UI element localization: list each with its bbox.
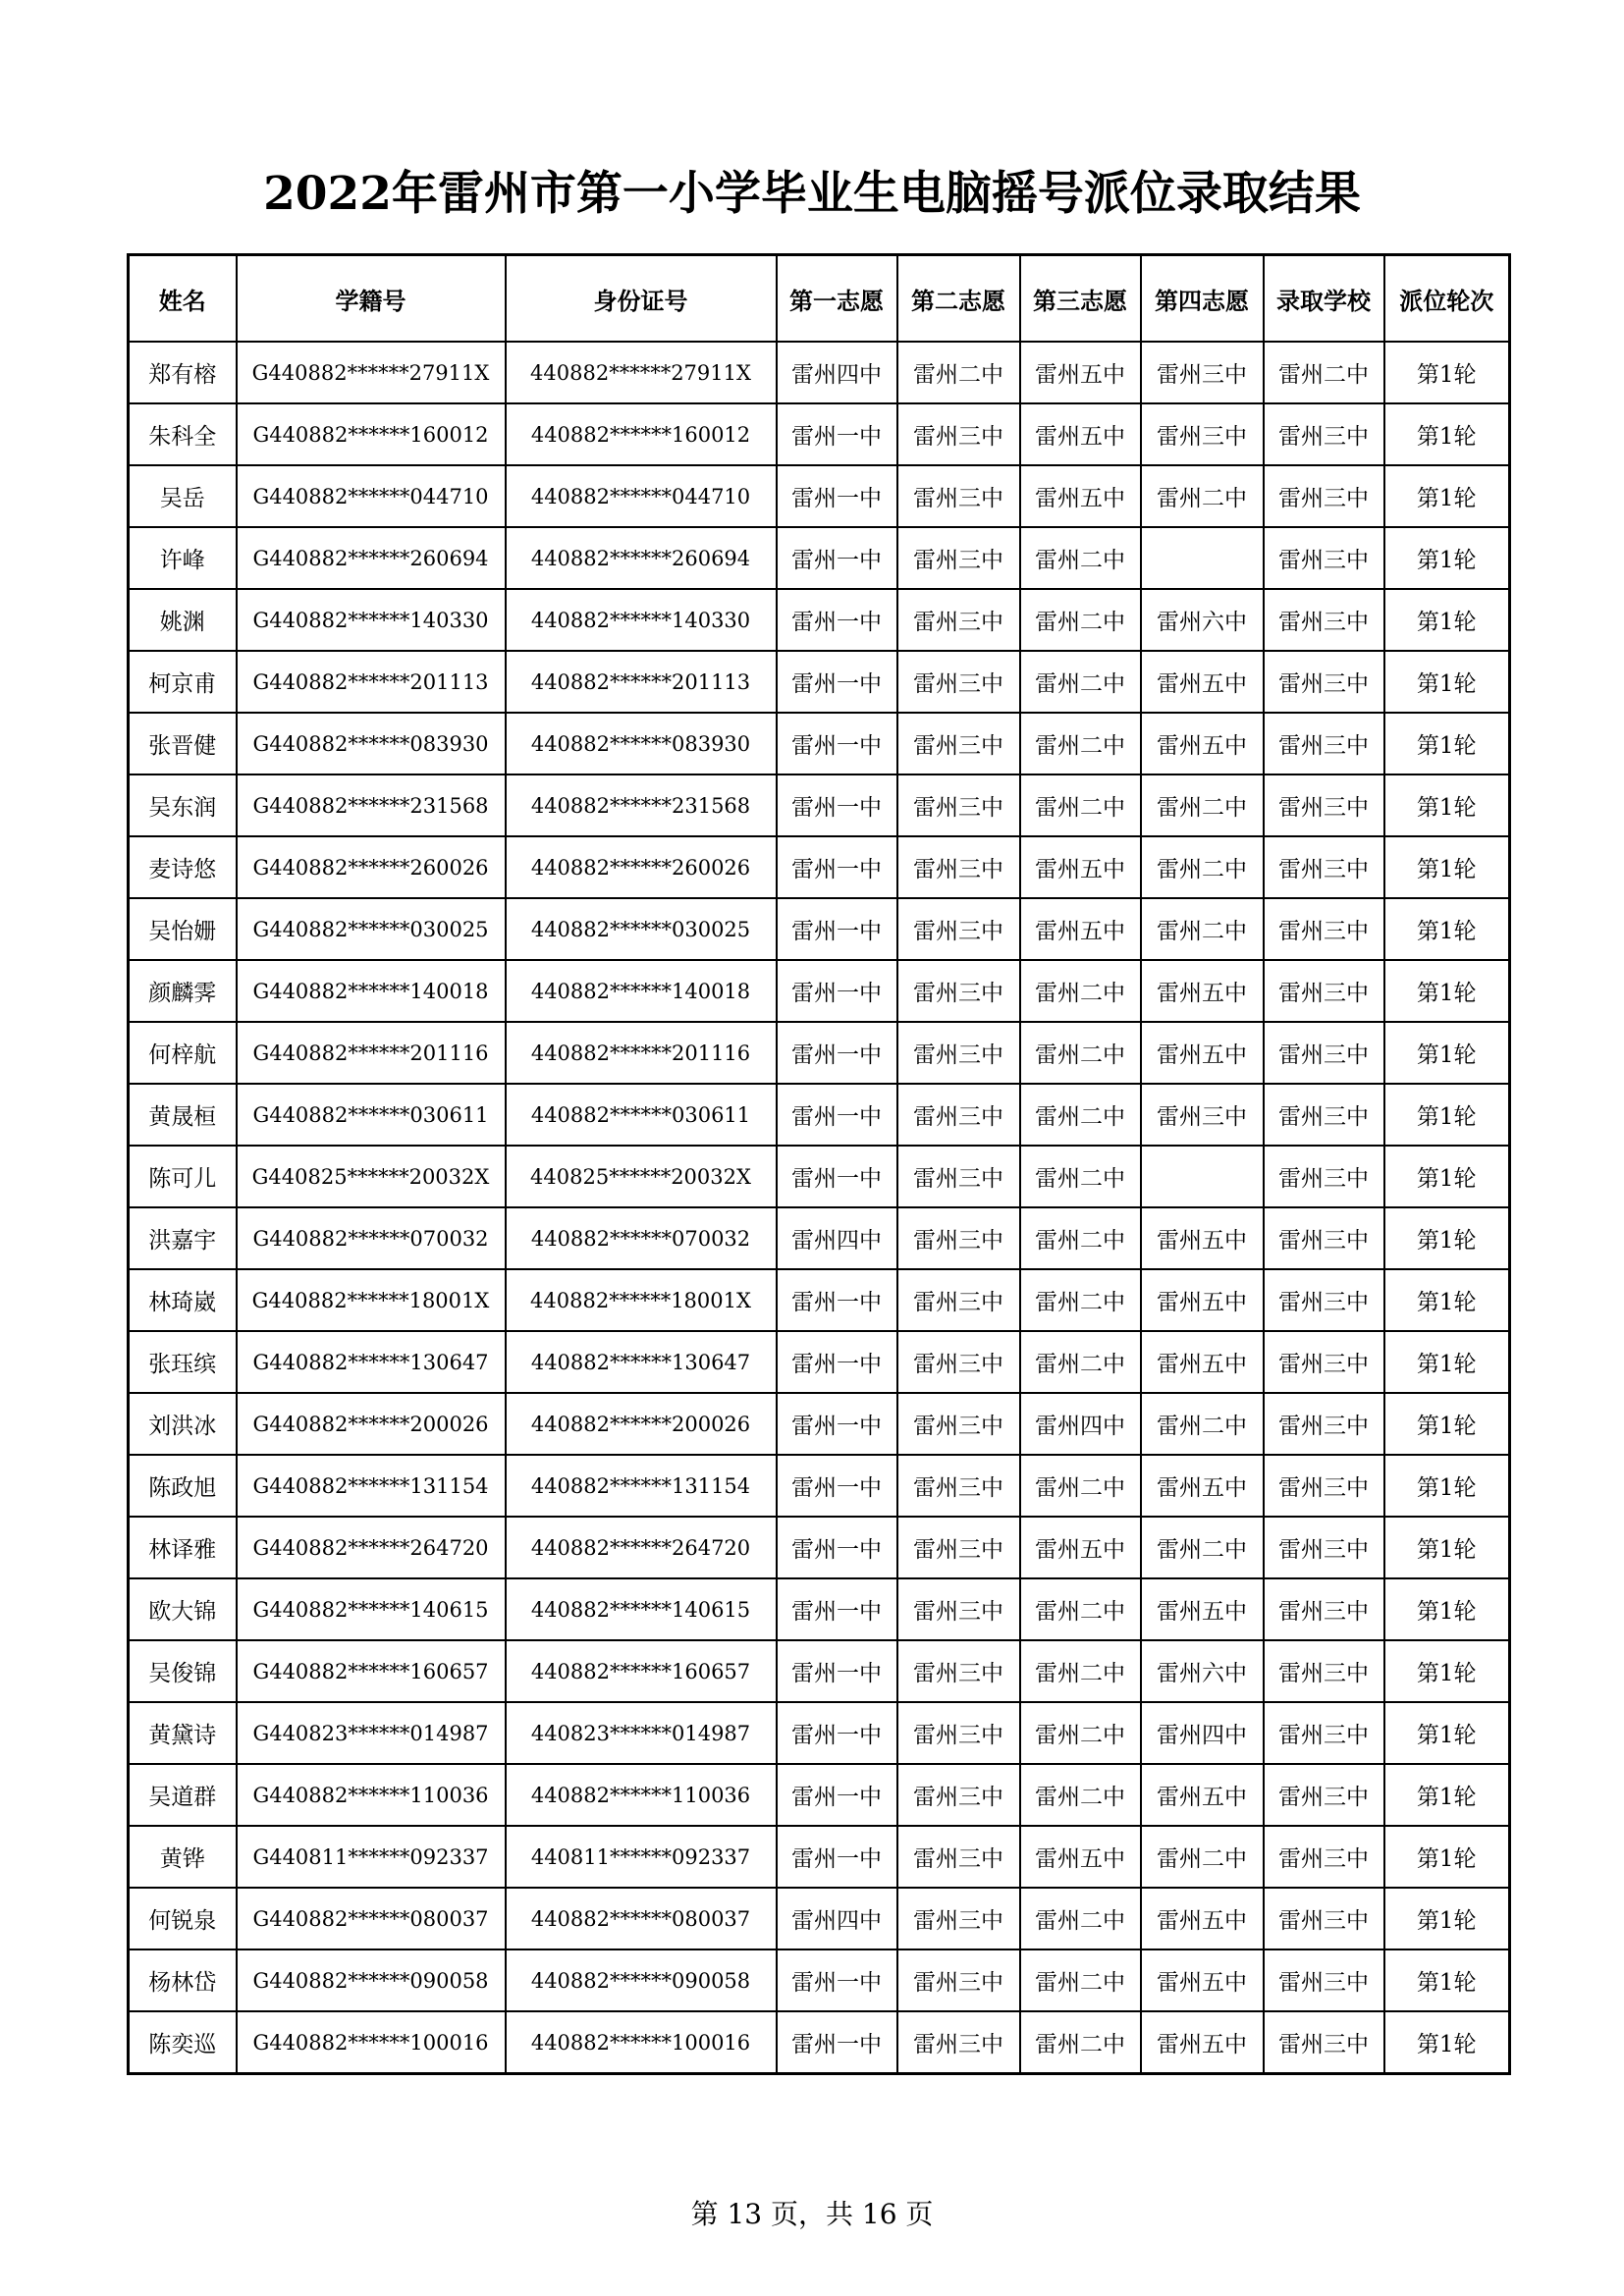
cell-choice-4: 雷州五中 — [1141, 1455, 1264, 1517]
cell-student-id: G440882******030611 — [237, 1084, 506, 1146]
cell-student-name: 吴岳 — [129, 465, 237, 527]
cell-student-name: 朱科全 — [129, 403, 237, 465]
cell-choice-1: 雷州一中 — [777, 1084, 897, 1146]
cell-choice-1: 雷州一中 — [777, 1826, 897, 1888]
cell-student-name: 林琦崴 — [129, 1269, 237, 1331]
cell-round: 第1轮 — [1384, 465, 1510, 527]
cell-id-card: 440882******201113 — [506, 651, 777, 713]
cell-admitted-school: 雷州三中 — [1264, 960, 1384, 1022]
cell-student-id: G440882******140330 — [237, 589, 506, 651]
cell-id-card: 440882******160657 — [506, 1640, 777, 1702]
table-row — [129, 527, 1510, 589]
cell-id-card: 440882******264720 — [506, 1517, 777, 1578]
cell-choice-4: 雷州三中 — [1141, 1084, 1264, 1146]
cell-choice-4: 雷州五中 — [1141, 960, 1264, 1022]
cell-choice-1: 雷州四中 — [777, 342, 897, 403]
cell-choice-4: 雷州六中 — [1141, 589, 1264, 651]
cell-student-id: G440882******231568 — [237, 774, 506, 836]
cell-id-card: 440882******030025 — [506, 898, 777, 960]
cell-choice-3: 雷州五中 — [1020, 898, 1141, 960]
cell-choice-3: 雷州五中 — [1020, 403, 1141, 465]
cell-admitted-school: 雷州三中 — [1264, 1146, 1384, 1207]
cell-id-card: 440882******260694 — [506, 527, 777, 589]
cell-choice-3: 雷州二中 — [1020, 1084, 1141, 1146]
cell-student-name: 麦诗悠 — [129, 836, 237, 898]
table-row — [129, 713, 1510, 774]
cell-round: 第1轮 — [1384, 1331, 1510, 1393]
cell-choice-1: 雷州一中 — [777, 960, 897, 1022]
cell-student-id: G440811******092337 — [237, 1826, 506, 1888]
cell-student-id: G440882******18001X — [237, 1269, 506, 1331]
cell-id-card: 440882******030611 — [506, 1084, 777, 1146]
cell-student-name: 吴道群 — [129, 1764, 237, 1826]
cell-choice-1: 雷州一中 — [777, 1269, 897, 1331]
cell-choice-2: 雷州三中 — [897, 527, 1020, 589]
cell-round: 第1轮 — [1384, 1517, 1510, 1578]
cell-choice-1: 雷州一中 — [777, 1146, 897, 1207]
cell-student-id: G440882******260694 — [237, 527, 506, 589]
cell-student-id: G440882******160012 — [237, 403, 506, 465]
cell-choice-2: 雷州三中 — [897, 1207, 1020, 1269]
cell-student-id: G440825******20032X — [237, 1146, 506, 1207]
cell-id-card: 440882******090058 — [506, 1949, 777, 2011]
header-name: 姓名 — [129, 255, 237, 343]
cell-choice-3: 雷州二中 — [1020, 1949, 1141, 2011]
cell-id-card: 440882******231568 — [506, 774, 777, 836]
cell-student-name: 黄黛诗 — [129, 1702, 237, 1764]
cell-student-id: G440882******100016 — [237, 2011, 506, 2074]
cell-choice-3: 雷州二中 — [1020, 1888, 1141, 1949]
cell-choice-1: 雷州一中 — [777, 1393, 897, 1455]
cell-choice-1: 雷州一中 — [777, 836, 897, 898]
table-row — [129, 898, 1510, 960]
cell-id-card: 440882******160012 — [506, 403, 777, 465]
cell-admitted-school: 雷州三中 — [1264, 1764, 1384, 1826]
cell-choice-4: 雷州五中 — [1141, 1269, 1264, 1331]
cell-id-card: 440882******110036 — [506, 1764, 777, 1826]
table-row — [129, 651, 1510, 713]
cell-choice-2: 雷州三中 — [897, 774, 1020, 836]
cell-choice-4: 雷州二中 — [1141, 774, 1264, 836]
cell-choice-4: 雷州五中 — [1141, 1331, 1264, 1393]
cell-choice-2: 雷州三中 — [897, 1455, 1020, 1517]
cell-student-name: 杨林岱 — [129, 1949, 237, 2011]
cell-student-id: G440882******080037 — [237, 1888, 506, 1949]
cell-student-name: 姚渊 — [129, 589, 237, 651]
cell-round: 第1轮 — [1384, 1393, 1510, 1455]
cell-student-id: G440882******27911X — [237, 342, 506, 403]
cell-choice-3: 雷州二中 — [1020, 1764, 1141, 1826]
cell-round: 第1轮 — [1384, 1826, 1510, 1888]
cell-round: 第1轮 — [1384, 2011, 1510, 2074]
cell-student-name: 欧大锦 — [129, 1578, 237, 1640]
cell-round: 第1轮 — [1384, 527, 1510, 589]
cell-student-name: 郑有榕 — [129, 342, 237, 403]
header-choice-2: 第二志愿 — [897, 255, 1020, 343]
cell-id-card: 440882******131154 — [506, 1455, 777, 1517]
cell-choice-2: 雷州三中 — [897, 2011, 1020, 2074]
cell-choice-1: 雷州一中 — [777, 1764, 897, 1826]
table-row — [129, 836, 1510, 898]
cell-student-name: 张晋健 — [129, 713, 237, 774]
table-row — [129, 1640, 1510, 1702]
table-row — [129, 1764, 1510, 1826]
document-title: 2022年雷州市第一小学毕业生电脑摇号派位录取结果 — [263, 167, 1361, 221]
cell-choice-4: 雷州二中 — [1141, 836, 1264, 898]
cell-admitted-school: 雷州三中 — [1264, 1640, 1384, 1702]
table-row — [129, 1146, 1510, 1207]
cell-choice-4: 雷州二中 — [1141, 1517, 1264, 1578]
header-admitted-school: 录取学校 — [1264, 255, 1384, 343]
cell-admitted-school: 雷州三中 — [1264, 713, 1384, 774]
cell-student-id: G440823******014987 — [237, 1702, 506, 1764]
header-choice-4: 第四志愿 — [1141, 255, 1264, 343]
cell-round: 第1轮 — [1384, 960, 1510, 1022]
cell-choice-2: 雷州二中 — [897, 342, 1020, 403]
cell-choice-2: 雷州三中 — [897, 898, 1020, 960]
cell-choice-2: 雷州三中 — [897, 1640, 1020, 1702]
cell-choice-1: 雷州一中 — [777, 2011, 897, 2074]
cell-choice-1: 雷州一中 — [777, 713, 897, 774]
cell-choice-3: 雷州二中 — [1020, 713, 1141, 774]
cell-choice-2: 雷州三中 — [897, 1517, 1020, 1578]
cell-choice-4: 雷州二中 — [1141, 1826, 1264, 1888]
cell-choice-3: 雷州五中 — [1020, 342, 1141, 403]
cell-round: 第1轮 — [1384, 774, 1510, 836]
cell-choice-4: 雷州五中 — [1141, 1888, 1264, 1949]
cell-choice-3: 雷州二中 — [1020, 651, 1141, 713]
table-row — [129, 1888, 1510, 1949]
cell-choice-2: 雷州三中 — [897, 1146, 1020, 1207]
cell-admitted-school: 雷州三中 — [1264, 2011, 1384, 2074]
cell-choice-2: 雷州三中 — [897, 1826, 1020, 1888]
cell-choice-2: 雷州三中 — [897, 1084, 1020, 1146]
cell-round: 第1轮 — [1384, 1022, 1510, 1084]
cell-admitted-school: 雷州三中 — [1264, 1331, 1384, 1393]
cell-student-id: G440882******070032 — [237, 1207, 506, 1269]
cell-choice-3: 雷州二中 — [1020, 1207, 1141, 1269]
table-row — [129, 1331, 1510, 1393]
cell-choice-4: 雷州四中 — [1141, 1702, 1264, 1764]
cell-choice-1: 雷州一中 — [777, 465, 897, 527]
cell-choice-4: 雷州二中 — [1141, 465, 1264, 527]
cell-choice-1: 雷州一中 — [777, 1702, 897, 1764]
table-row — [129, 1455, 1510, 1517]
cell-student-name: 颜麟霁 — [129, 960, 237, 1022]
cell-student-id: G440882******130647 — [237, 1331, 506, 1393]
cell-round: 第1轮 — [1384, 1764, 1510, 1826]
cell-choice-3: 雷州二中 — [1020, 1146, 1141, 1207]
table-row — [129, 1269, 1510, 1331]
cell-round: 第1轮 — [1384, 1888, 1510, 1949]
table-row — [129, 1949, 1510, 2011]
cell-round: 第1轮 — [1384, 1455, 1510, 1517]
cell-admitted-school: 雷州三中 — [1264, 774, 1384, 836]
cell-student-id: G440882******160657 — [237, 1640, 506, 1702]
cell-choice-4: 雷州三中 — [1141, 403, 1264, 465]
cell-choice-1: 雷州一中 — [777, 1517, 897, 1578]
cell-choice-4 — [1141, 527, 1264, 589]
cell-student-name: 刘洪冰 — [129, 1393, 237, 1455]
cell-choice-2: 雷州三中 — [897, 713, 1020, 774]
cell-student-name: 陈奕巡 — [129, 2011, 237, 2074]
cell-admitted-school: 雷州三中 — [1264, 1207, 1384, 1269]
cell-round: 第1轮 — [1384, 403, 1510, 465]
cell-round: 第1轮 — [1384, 1949, 1510, 2011]
cell-choice-3: 雷州二中 — [1020, 1022, 1141, 1084]
cell-choice-3: 雷州二中 — [1020, 1269, 1141, 1331]
header-id-card: 身份证号 — [506, 255, 777, 343]
cell-id-card: 440825******20032X — [506, 1146, 777, 1207]
cell-choice-4: 雷州六中 — [1141, 1640, 1264, 1702]
cell-student-id: G440882******110036 — [237, 1764, 506, 1826]
cell-choice-3: 雷州二中 — [1020, 527, 1141, 589]
cell-admitted-school: 雷州三中 — [1264, 1949, 1384, 2011]
cell-student-id: G440882******201113 — [237, 651, 506, 713]
cell-student-name: 张珏缤 — [129, 1331, 237, 1393]
cell-student-id: G440882******201116 — [237, 1022, 506, 1084]
cell-student-id: G440882******044710 — [237, 465, 506, 527]
cell-choice-4: 雷州五中 — [1141, 1207, 1264, 1269]
cell-student-id: G440882******090058 — [237, 1949, 506, 2011]
table-row — [129, 1702, 1510, 1764]
cell-student-id: G440882******260026 — [237, 836, 506, 898]
cell-student-name: 陈可儿 — [129, 1146, 237, 1207]
page-footer: 第 13 页，共 16 页 — [690, 2198, 934, 2230]
table-row — [129, 1022, 1510, 1084]
cell-student-name: 黄铧 — [129, 1826, 237, 1888]
cell-admitted-school: 雷州三中 — [1264, 898, 1384, 960]
table-row — [129, 403, 1510, 465]
cell-student-id: G440882******140018 — [237, 960, 506, 1022]
table-row — [129, 960, 1510, 1022]
cell-choice-2: 雷州三中 — [897, 589, 1020, 651]
cell-round: 第1轮 — [1384, 1084, 1510, 1146]
cell-student-id: G440882******140615 — [237, 1578, 506, 1640]
cell-student-name: 吴俊锦 — [129, 1640, 237, 1702]
cell-round: 第1轮 — [1384, 1269, 1510, 1331]
cell-choice-1: 雷州一中 — [777, 1455, 897, 1517]
cell-choice-3: 雷州二中 — [1020, 1331, 1141, 1393]
cell-choice-3: 雷州二中 — [1020, 1578, 1141, 1640]
cell-choice-2: 雷州三中 — [897, 1331, 1020, 1393]
cell-choice-3: 雷州二中 — [1020, 1640, 1141, 1702]
table-row — [129, 1826, 1510, 1888]
cell-choice-2: 雷州三中 — [897, 1888, 1020, 1949]
cell-student-name: 吴怡姗 — [129, 898, 237, 960]
cell-choice-1: 雷州一中 — [777, 898, 897, 960]
cell-id-card: 440882******201116 — [506, 1022, 777, 1084]
cell-id-card: 440882******080037 — [506, 1888, 777, 1949]
cell-student-name: 黄晟桓 — [129, 1084, 237, 1146]
cell-choice-1: 雷州四中 — [777, 1207, 897, 1269]
cell-choice-2: 雷州三中 — [897, 960, 1020, 1022]
cell-admitted-school: 雷州三中 — [1264, 1455, 1384, 1517]
cell-id-card: 440882******140018 — [506, 960, 777, 1022]
cell-id-card: 440882******100016 — [506, 2011, 777, 2074]
cell-admitted-school: 雷州三中 — [1264, 1702, 1384, 1764]
cell-admitted-school: 雷州三中 — [1264, 651, 1384, 713]
cell-id-card: 440882******27911X — [506, 342, 777, 403]
cell-admitted-school: 雷州三中 — [1264, 1084, 1384, 1146]
cell-choice-3: 雷州二中 — [1020, 1702, 1141, 1764]
cell-round: 第1轮 — [1384, 898, 1510, 960]
cell-student-name: 洪嘉宇 — [129, 1207, 237, 1269]
cell-round: 第1轮 — [1384, 713, 1510, 774]
cell-student-id: G440882******131154 — [237, 1455, 506, 1517]
cell-choice-3: 雷州二中 — [1020, 774, 1141, 836]
cell-student-name: 何梓航 — [129, 1022, 237, 1084]
table-row — [129, 1393, 1510, 1455]
cell-id-card: 440882******18001X — [506, 1269, 777, 1331]
cell-round: 第1轮 — [1384, 1146, 1510, 1207]
table-row — [129, 342, 1510, 403]
table-row — [129, 1084, 1510, 1146]
cell-choice-4: 雷州五中 — [1141, 713, 1264, 774]
cell-admitted-school: 雷州三中 — [1264, 1269, 1384, 1331]
cell-id-card: 440882******070032 — [506, 1207, 777, 1269]
cell-id-card: 440882******260026 — [506, 836, 777, 898]
cell-choice-3: 雷州五中 — [1020, 1826, 1141, 1888]
header-round: 派位轮次 — [1384, 255, 1510, 343]
cell-admitted-school: 雷州二中 — [1264, 342, 1384, 403]
cell-choice-1: 雷州一中 — [777, 774, 897, 836]
table-row — [129, 589, 1510, 651]
cell-choice-1: 雷州一中 — [777, 589, 897, 651]
cell-choice-2: 雷州三中 — [897, 1764, 1020, 1826]
cell-choice-1: 雷州一中 — [777, 1640, 897, 1702]
header-choice-3: 第三志愿 — [1020, 255, 1141, 343]
cell-student-name: 陈政旭 — [129, 1455, 237, 1517]
table-row — [129, 2011, 1510, 2074]
cell-student-name: 许峰 — [129, 527, 237, 589]
cell-student-id: G440882******200026 — [237, 1393, 506, 1455]
cell-admitted-school: 雷州三中 — [1264, 1517, 1384, 1578]
cell-admitted-school: 雷州三中 — [1264, 1888, 1384, 1949]
cell-choice-3: 雷州四中 — [1020, 1393, 1141, 1455]
cell-choice-1: 雷州一中 — [777, 403, 897, 465]
cell-admitted-school: 雷州三中 — [1264, 403, 1384, 465]
cell-admitted-school: 雷州三中 — [1264, 465, 1384, 527]
cell-admitted-school: 雷州三中 — [1264, 1022, 1384, 1084]
cell-choice-2: 雷州三中 — [897, 1022, 1020, 1084]
cell-choice-1: 雷州一中 — [777, 651, 897, 713]
cell-choice-3: 雷州五中 — [1020, 465, 1141, 527]
admission-results-table — [127, 253, 1511, 2075]
table-row — [129, 465, 1510, 527]
cell-student-id: G440882******083930 — [237, 713, 506, 774]
cell-choice-2: 雷州三中 — [897, 651, 1020, 713]
cell-choice-2: 雷州三中 — [897, 1393, 1020, 1455]
cell-admitted-school: 雷州三中 — [1264, 1578, 1384, 1640]
table-body — [129, 342, 1510, 2074]
cell-round: 第1轮 — [1384, 1640, 1510, 1702]
cell-choice-2: 雷州三中 — [897, 1269, 1020, 1331]
cell-student-name: 林译雅 — [129, 1517, 237, 1578]
cell-round: 第1轮 — [1384, 651, 1510, 713]
cell-id-card: 440811******092337 — [506, 1826, 777, 1888]
cell-choice-4: 雷州二中 — [1141, 898, 1264, 960]
cell-choice-2: 雷州三中 — [897, 403, 1020, 465]
cell-choice-1: 雷州四中 — [777, 1888, 897, 1949]
cell-student-id: G440882******264720 — [237, 1517, 506, 1578]
cell-choice-4 — [1141, 1146, 1264, 1207]
cell-choice-4: 雷州五中 — [1141, 1764, 1264, 1826]
cell-id-card: 440882******140330 — [506, 589, 777, 651]
cell-choice-2: 雷州三中 — [897, 1702, 1020, 1764]
cell-choice-3: 雷州五中 — [1020, 836, 1141, 898]
cell-choice-2: 雷州三中 — [897, 465, 1020, 527]
cell-choice-3: 雷州二中 — [1020, 1455, 1141, 1517]
cell-id-card: 440882******130647 — [506, 1331, 777, 1393]
cell-choice-3: 雷州二中 — [1020, 589, 1141, 651]
cell-choice-2: 雷州三中 — [897, 1578, 1020, 1640]
header-student-id: 学籍号 — [237, 255, 506, 343]
header-choice-1: 第一志愿 — [777, 255, 897, 343]
cell-choice-4: 雷州五中 — [1141, 1022, 1264, 1084]
cell-choice-3: 雷州二中 — [1020, 960, 1141, 1022]
cell-student-name: 柯京甫 — [129, 651, 237, 713]
cell-round: 第1轮 — [1384, 1207, 1510, 1269]
cell-choice-3: 雷州五中 — [1020, 1517, 1141, 1578]
cell-id-card: 440882******200026 — [506, 1393, 777, 1455]
cell-choice-2: 雷州三中 — [897, 1949, 1020, 2011]
cell-choice-4: 雷州五中 — [1141, 1949, 1264, 2011]
cell-student-name: 何锐泉 — [129, 1888, 237, 1949]
cell-student-name: 吴东润 — [129, 774, 237, 836]
cell-choice-4: 雷州二中 — [1141, 1393, 1264, 1455]
cell-admitted-school: 雷州三中 — [1264, 1826, 1384, 1888]
cell-admitted-school: 雷州三中 — [1264, 527, 1384, 589]
table-header-row — [129, 255, 1510, 343]
cell-choice-4: 雷州三中 — [1141, 342, 1264, 403]
cell-choice-1: 雷州一中 — [777, 1949, 897, 2011]
cell-choice-4: 雷州五中 — [1141, 651, 1264, 713]
table-row — [129, 1207, 1510, 1269]
cell-round: 第1轮 — [1384, 1578, 1510, 1640]
cell-choice-2: 雷州三中 — [897, 836, 1020, 898]
cell-choice-1: 雷州一中 — [777, 1578, 897, 1640]
cell-round: 第1轮 — [1384, 1702, 1510, 1764]
cell-choice-1: 雷州一中 — [777, 527, 897, 589]
cell-id-card: 440882******044710 — [506, 465, 777, 527]
table-row — [129, 1517, 1510, 1578]
cell-id-card: 440882******083930 — [506, 713, 777, 774]
cell-admitted-school: 雷州三中 — [1264, 1393, 1384, 1455]
cell-choice-4: 雷州五中 — [1141, 2011, 1264, 2074]
table-row — [129, 1578, 1510, 1640]
cell-id-card: 440823******014987 — [506, 1702, 777, 1764]
cell-round: 第1轮 — [1384, 589, 1510, 651]
cell-choice-1: 雷州一中 — [777, 1022, 897, 1084]
cell-round: 第1轮 — [1384, 836, 1510, 898]
cell-id-card: 440882******140615 — [506, 1578, 777, 1640]
cell-choice-1: 雷州一中 — [777, 1331, 897, 1393]
cell-admitted-school: 雷州三中 — [1264, 836, 1384, 898]
cell-choice-3: 雷州二中 — [1020, 2011, 1141, 2074]
cell-student-id: G440882******030025 — [237, 898, 506, 960]
cell-choice-4: 雷州五中 — [1141, 1578, 1264, 1640]
cell-round: 第1轮 — [1384, 342, 1510, 403]
table-row — [129, 774, 1510, 836]
cell-admitted-school: 雷州三中 — [1264, 589, 1384, 651]
